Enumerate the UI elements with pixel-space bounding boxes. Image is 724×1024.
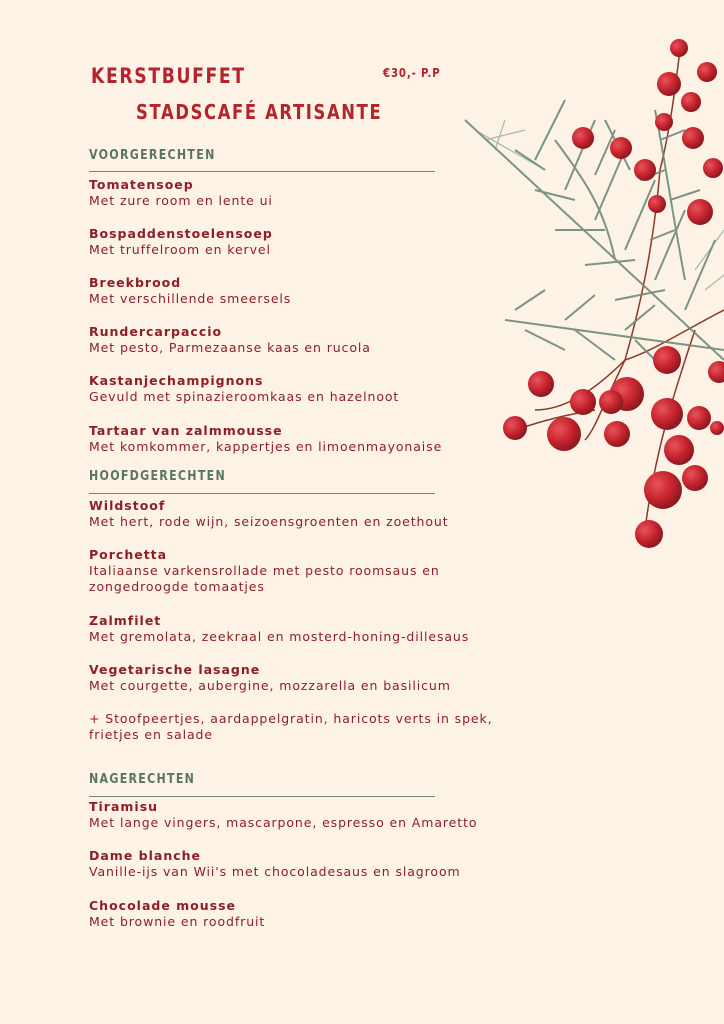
menu-item (89, 848, 519, 880)
section-title-nagerechten: NAGERECHTEN (89, 772, 196, 787)
section-divider (89, 171, 435, 172)
section-divider (89, 796, 435, 797)
item-name: Tartaar van zalmmousse (89, 423, 283, 438)
item-name: Wildstoof (89, 498, 166, 513)
menu-title: KERSTBUFFET (91, 64, 246, 88)
item-name: Vegetarische lasagne (89, 662, 261, 677)
item-name: Bospaddenstoelensoep (89, 226, 273, 241)
item-description: Met pesto, Parmezaanse kaas en rucola (89, 340, 371, 355)
item-description: Met komkommer, kappertjes en limoenmayonaise (89, 439, 443, 454)
item-name: Chocolade mousse (89, 898, 237, 913)
item-name: Zalmfilet (89, 613, 162, 628)
pine-branch-berries-icon (455, 30, 724, 560)
menu-item (89, 547, 459, 595)
item-name: Tiramisu (89, 799, 159, 814)
item-description: Italiaanse varkensrollade met pesto roomsaus en zongedroogde tomaatjes (89, 563, 440, 594)
restaurant-name: STADSCAFÉ ARTISANTE (136, 100, 383, 124)
item-name: Kastanjechampignons (89, 373, 264, 388)
item-description: Vanille-ijs van Wii's met chocoladesaus en slagroom (89, 864, 461, 879)
item-description: Met zure room en lente ui (89, 193, 273, 208)
item-description: Met lange vingers, mascarpone, espresso en Amaretto (89, 815, 478, 830)
side-dishes-note: + Stoofpeertjes, aardappelgratin, haricots verts in spek, frietjes en salade (89, 711, 493, 742)
menu-item (89, 898, 519, 930)
section-title-voorgerechten: VOORGERECHTEN (89, 148, 216, 163)
item-name: Porchetta (89, 547, 168, 562)
item-name: Tomatensoep (89, 177, 194, 192)
section-divider (89, 493, 435, 494)
item-description: Met brownie en roodfruit (89, 914, 266, 929)
item-description: Met verschillende smeersels (89, 291, 292, 306)
menu-item (89, 662, 519, 694)
menu-item (89, 613, 519, 645)
item-description: Met truffelroom en kervel (89, 242, 271, 257)
item-description: Met hert, rode wijn, seizoensgroenten en zoethout (89, 514, 449, 529)
item-name: Rundercarpaccio (89, 324, 223, 339)
price-label: €30,- P.P (383, 66, 441, 80)
section-title-hoofdgerechten: HOOFDGERECHTEN (89, 469, 226, 484)
item-name: Dame blanche (89, 848, 202, 863)
item-name: Breekbrood (89, 275, 182, 290)
item-description: Met courgette, aubergine, mozzarella en basilicum (89, 678, 451, 693)
item-description: Gevuld met spinazieroomkaas en hazelnoot (89, 389, 400, 404)
item-description: Met gremolata, zeekraal en mosterd-honing-dillesaus (89, 629, 470, 644)
menu-item (89, 799, 519, 831)
